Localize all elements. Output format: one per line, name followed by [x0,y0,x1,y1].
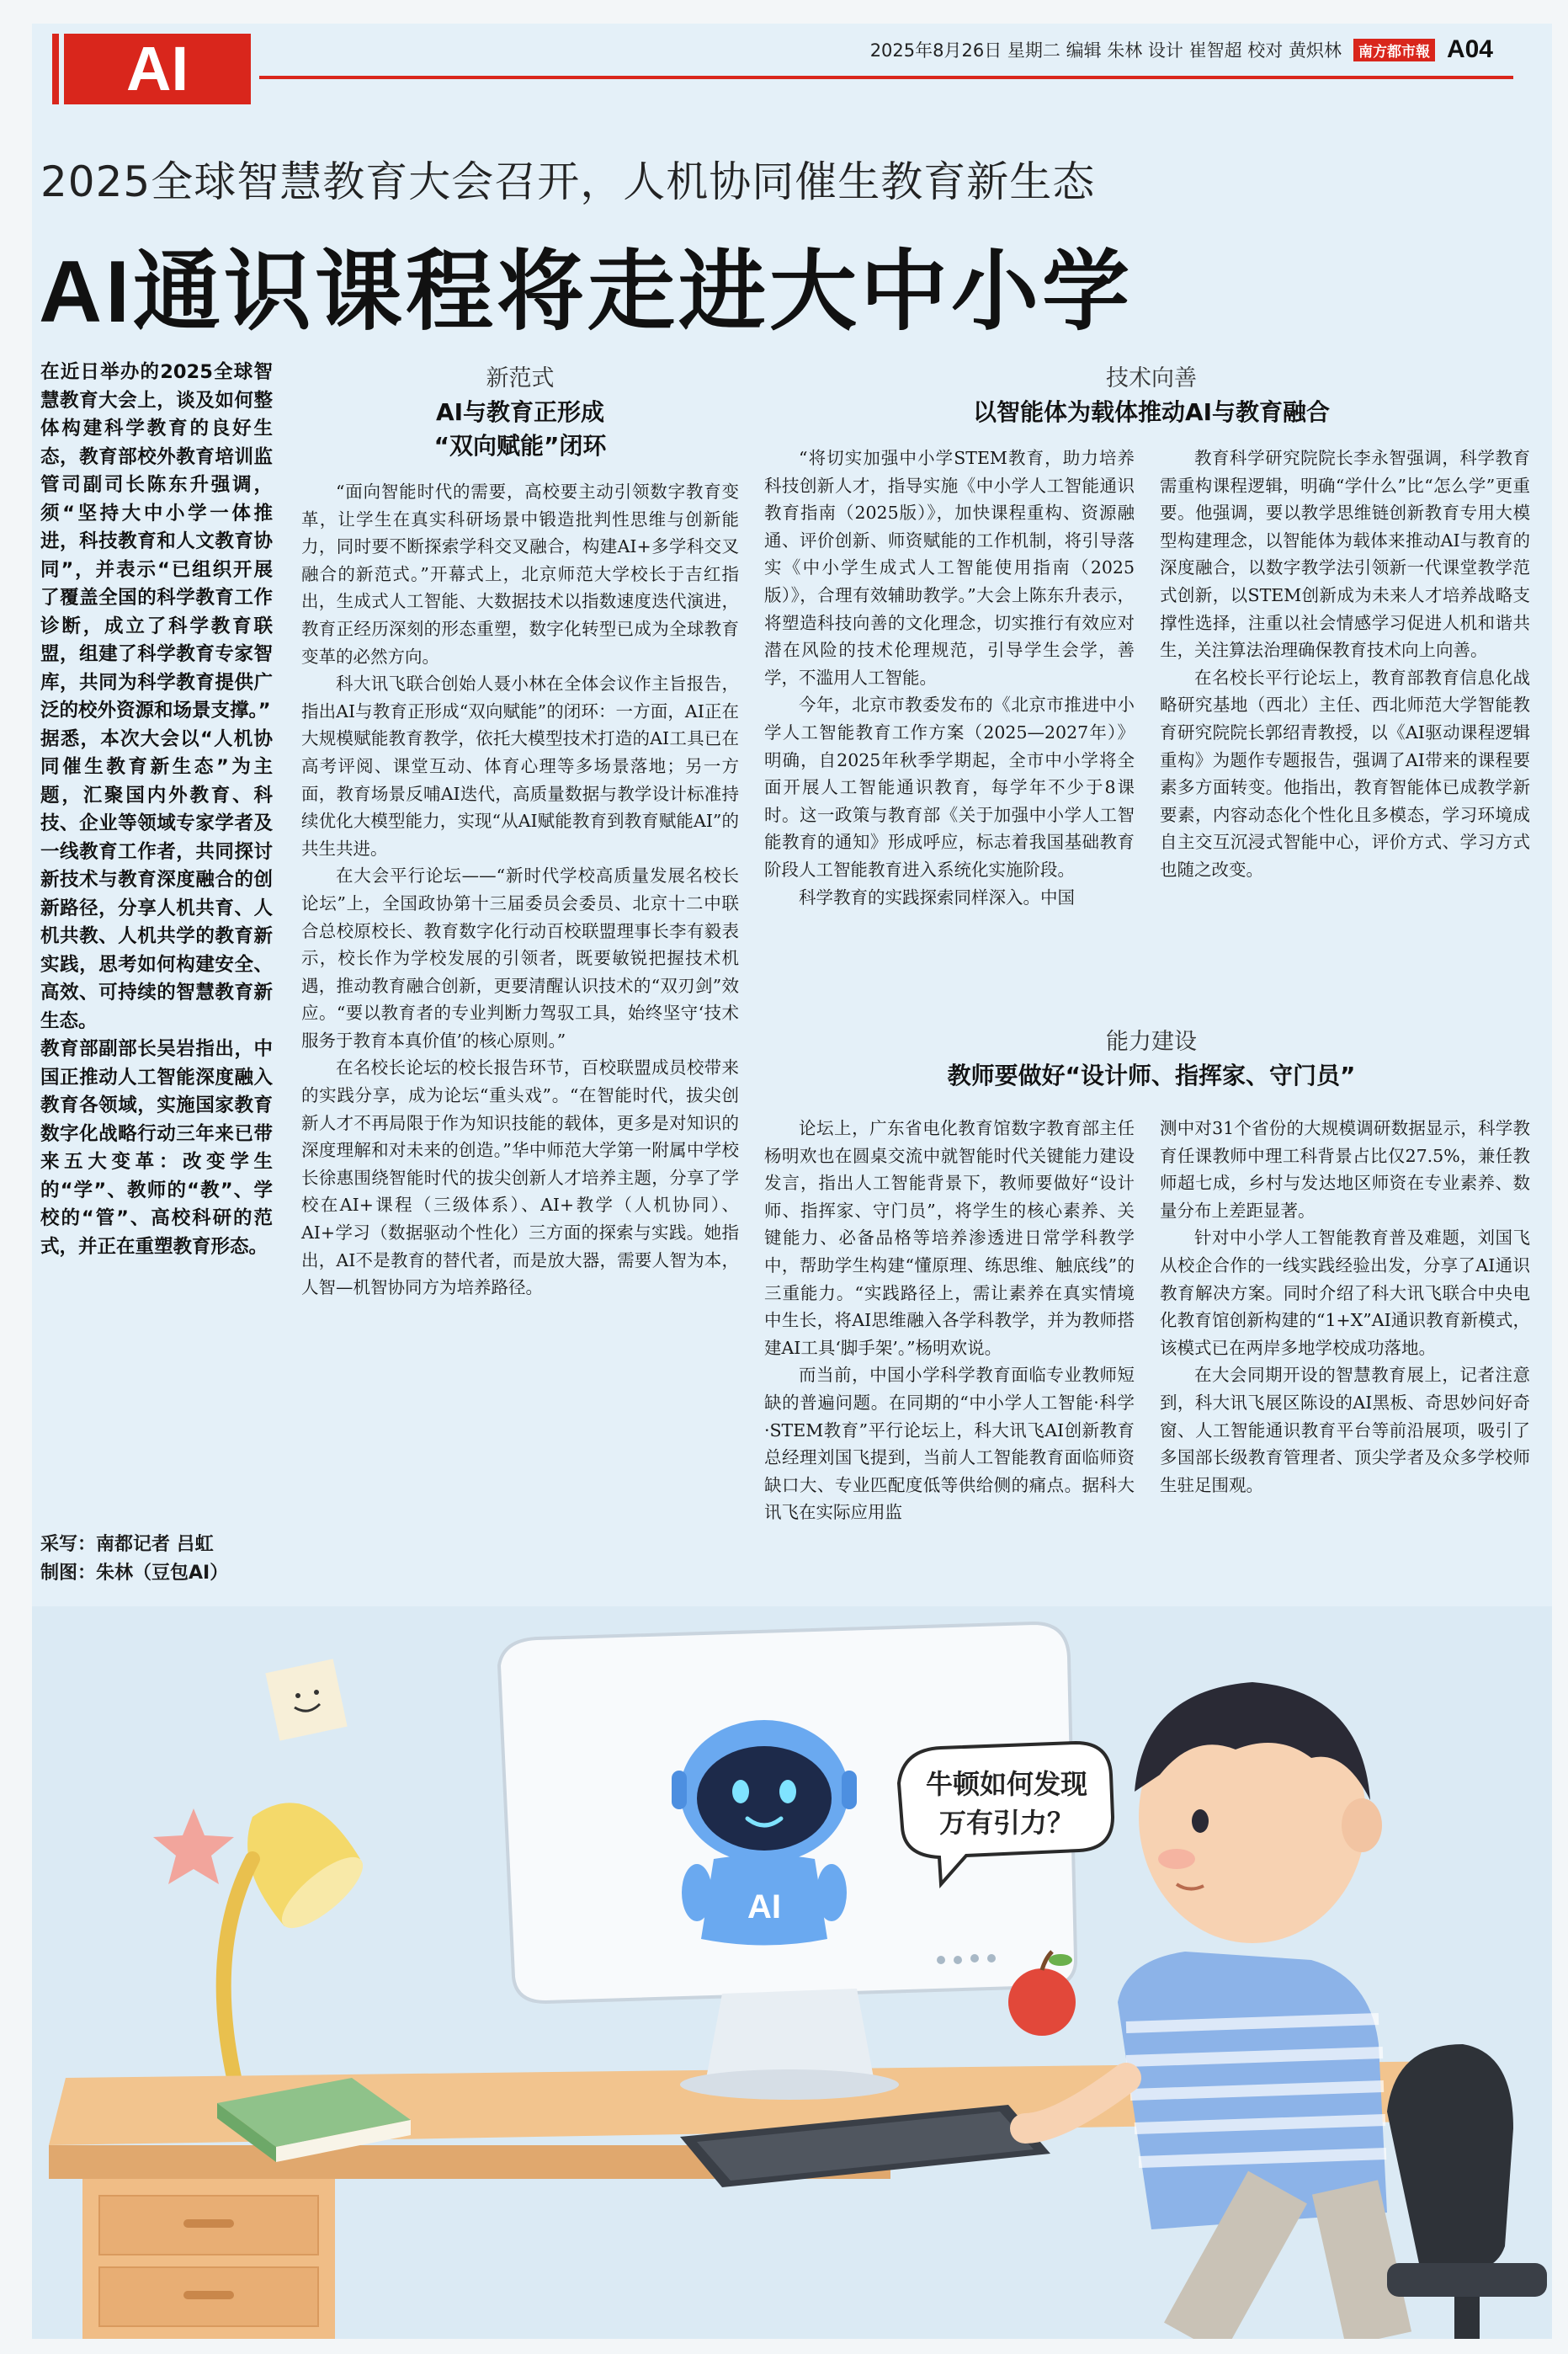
section3-paragraph: 论坛上，广东省电化教育馆数字教育部主任杨明欢也在圆桌交流中就智能时代关键能力建设发言，指出人工智能背景下，教师要做好“设计师、指挥家、守门员”，将学生的核心素养、关键能力、必备品格等培养渗透进日常学科教学中，帮助学生构建“懂原理、练思维、触底线”的三重能力。“实践路径上，需让素养在真实情境中生长，将AI思维融入各学科教学，并为教师搭建AI工具‘脚手架’。”杨明欢说。 [764,1118,1135,1358]
lead-column [40,359,273,1261]
sticky-note-icon [265,1659,347,1740]
article-title: AI通识课程将走进大中小学 [39,243,1134,341]
section2-paragraph: 今年，北京市教委发布的《北京市推进中小学人工智能教育工作方案（2025—2027年）》明确，自2025年秋季学期起，全市中小学将全面开展人工智能通识教育，每学年不少于8课时。这一政策与教育部《关于加强中小学人工智能教育的通知》形成呼应，标志着我国基础教育阶段人工智能教育进入系统化实施阶段。 [764,695,1135,880]
byline-graphic: 制图：朱林（豆包AI） [40,1563,229,1584]
section3-body-right [1160,1115,1530,1499]
header-rule [259,76,1513,79]
section1-title-line1: AI与教育正形成 [435,398,605,426]
illustration [32,1606,1552,2339]
byline [40,1531,284,1588]
robot-label: AI [747,1888,781,1925]
section2-body-left [764,445,1135,911]
ai-robot-icon [672,1720,857,1946]
section1-heading [301,362,739,463]
date-line: 2025年8月26日 星期二 编辑 朱林 设计 崔智超 校对 黄炽林 [869,40,1342,61]
section-tag: AI [64,34,251,104]
section1-paragraph: “面向智能时代的需要，高校要主动引领数字教育变革，让学生在真实科研场景中锻造批判性思维与创新能力，同时要不断探索学科交叉融合，构建AI+多学科交叉融合的新范式。”开幕式上，北京师范大学校长于吉红指出，生成式人工智能、大数据技术以指数速度迭代演进，教育正经历深刻的形态重塑，数字化转型已成为全球教育变革的必然方向。 [301,482,739,667]
section1-paragraph: 在大会平行论坛——“新时代学校高质量发展名校长论坛”上，全国政协第十三届委员会委员、北京十二中联合总校原校长、教育数字化行动百校联盟理事长李有毅表示，校长作为学校发展的引领者，既要敏锐把握技术机遇，推动教育融合创新，更要清醒认识技术的“双刃剑”效应。“要以教育者的专业判断力驾驭工具，始终坚守‘技术服务于教育本真价值’的核心原则。” [301,865,739,1051]
lead-paragraph: 在近日举办的2025全球智慧教育大会上，谈及如何整体构建科学教育的良好生态，教育部校外教育培训监管司副司长陈东升强调，须“坚持大中小学一体推进，科技教育和人文教育协同”，并表示“已组织开展了覆盖全国的科学教育工作诊断，成立了科学教育联盟，组建了科学教育专家智库，共同为科学教育提供广泛的校外资源和场景支撑。” [40,361,273,722]
section3-paragraph: 在大会同期开设的智慧教育展上，记者注意到，科大讯飞展区陈设的AI黑板、奇思妙问好奇窗、人工智能通识教育平台等前沿展项，吸引了多国部长级教育管理者、顶尖学者及众多学校师生驻足围观。 [1160,1365,1530,1495]
section2-heading [764,362,1539,429]
byline-reporter: 采写：南都记者 吕虹 [40,1534,214,1555]
section1-title-line2: “双向赋能”闭环 [433,432,607,460]
lead-paragraph: 教育部副部长吴岩指出，中国正推动人工智能深度融入教育各领域，实施国家教育数字化战略行动三年来已带来五大变革：改变学生的“学”、教师的“教”、学校的“管”、高校科研的范式，并正在重塑教育形态。 [40,1038,273,1258]
newspaper-page [32,24,1552,2339]
section3-title: 教师要做好“设计师、指挥家、守门员” [947,1062,1356,1089]
section3-kicker: 能力建设 [1106,1029,1197,1055]
page-meta [870,35,1493,64]
section2-paragraph: 科学教育的实践探索同样深入。中国 [799,887,1075,908]
page-number: A04 [1446,35,1493,63]
section2-paragraph: 在名校长平行论坛上，教育部教育信息化战略研究基地（西北）主任、西北师范大学智能教育研究院院长郭绍青教授，以《AI驱动课程逻辑重构》为题作专题报告，强调了AI带来的课程要素多方面转变。他指出，教育智能体已成教学新要素，内容动态化个性化且多模态，学习环境成自主交互沉浸式智能中心，评价方式、学习方式也随之改变。 [1160,667,1530,880]
speech-bubble-line1: 牛顿如何发现 [925,1768,1088,1800]
section3-body-left [764,1115,1135,1526]
section2-paragraph: “将切实加强中小学STEM教育，助力培养科技创新人才，指导实施《中小学人工智能通识教育指南（2025版）》，加快课程重构、资源融通、评价创新、师资赋能的工作机制，将引导落实《中小学生成式人工智能使用指南（2025版）》，合理有效辅助教学。”大会上陈东升表示，将塑造科技向善的文化理念，切实推行有效应对潜在风险的技术伦理规范，引导学生会学，善学，不滥用人工智能。 [764,448,1135,688]
section1-paragraph: 在名校长论坛的校长报告环节，百校联盟成员校带来的实践分享，成为论坛“重头戏”。“在智能时代，拔尖创新人才不再局限于作为知识技能的载体，更多是对知识的深度理解和对未来的创造。”华中师范大学第一附属中学校长徐惠围绕智能时代的拔尖创新人才培养主题，分享了学校在AI+课程（三级体系）、AI+教学（人机协同）、AI+学习（数据驱动个性化）三方面的探索与实践。她指出，AI不是教育的替代者，而是放大器，需要人智为本，人智—机智协同方为培养路径。 [301,1057,739,1298]
section2-paragraph: 教育科学研究院院长李永智强调，科学教育需重构课程逻辑，明确“学什么”比“怎么学”更重要。他强调，要以教学思维链创新教育专用大模型构建理念，以智能体为载体来推动AI与教育的深度融合，以数字教学法引领新一代课堂教学范式创新，以STEM创新成为未来人才培养战略支撑性选择，注重以社会情感学习促进人机和谐共生，关注算法治理确保教育技术向上向善。 [1160,448,1530,661]
section2-body-right [1160,445,1530,884]
section1-paragraph: 科大讯飞联合创始人聂小林在全体会议作主旨报告，指出AI与教育正形成“双向赋能”的闭环：一方面，AI正在大规模赋能教育教学，依托大模型技术打造的AI工具已在高考评阅、课堂互动、体育心理等多场景落地；另一方面，教育场景反哺AI迭代，高质量数据与教学设计标准持续优化大模型能力，实现“从AI赋能教育到教育赋能AI”的共生共进。 [301,674,739,859]
section2-kicker: 技术向善 [1106,365,1197,391]
section3-paragraph: 测中对31个省份的大规模调研数据显示，科学教育任课教师中理工科背景占比仅27.5%，兼任教师超七成，乡村与发达地区师资在专业素养、数量分布上差距显著。 [1160,1118,1530,1221]
section3-paragraph: 针对中小学人工智能教育普及难题，刘国飞从校企合作的一线实践经验出发，分享了AI通识教育解决方案。同时介绍了科大讯飞联合中央电化教育馆创新构建的“1+X”AI通识教育新模式，该模式已在两岸多地学校成功落地。 [1160,1228,1530,1358]
article-kicker: 2025全球智慧教育大会召开，人机协同催生教育新生态 [40,157,1096,206]
section3-heading [764,1025,1539,1093]
lead-paragraph: 据悉，本次大会以“人机协同催生教育新生态”为主题，汇聚国内外教育、科技、企业等领域专家学者及一线教育工作者，共同探讨新技术与教育深度融合的创新路径，分享人机共育、人机共教、人机共学的教育新实践，思考如何构建安全、高效、可持续的智慧教育新生态。 [40,727,273,1032]
section1-body [301,478,739,1302]
section3-paragraph: 而当前，中国小学科学教育面临专业教师短缺的普遍问题。在同期的“中小学人工智能·科学·STEM教育”平行论坛上，科大讯飞AI创新教育总经理刘国飞提到，当前人工智能教育面临师资缺口大、专业匹配度低等供给侧的痛点。据科大讯飞在实际应用监 [764,1365,1135,1523]
speech-bubble-line2: 万有引力？ [938,1807,1075,1839]
section1-kicker: 新范式 [486,365,555,391]
section2-title: 以智能体为载体推动AI与教育融合 [972,398,1331,426]
paper-logo: 南方都市報 [1353,39,1435,61]
